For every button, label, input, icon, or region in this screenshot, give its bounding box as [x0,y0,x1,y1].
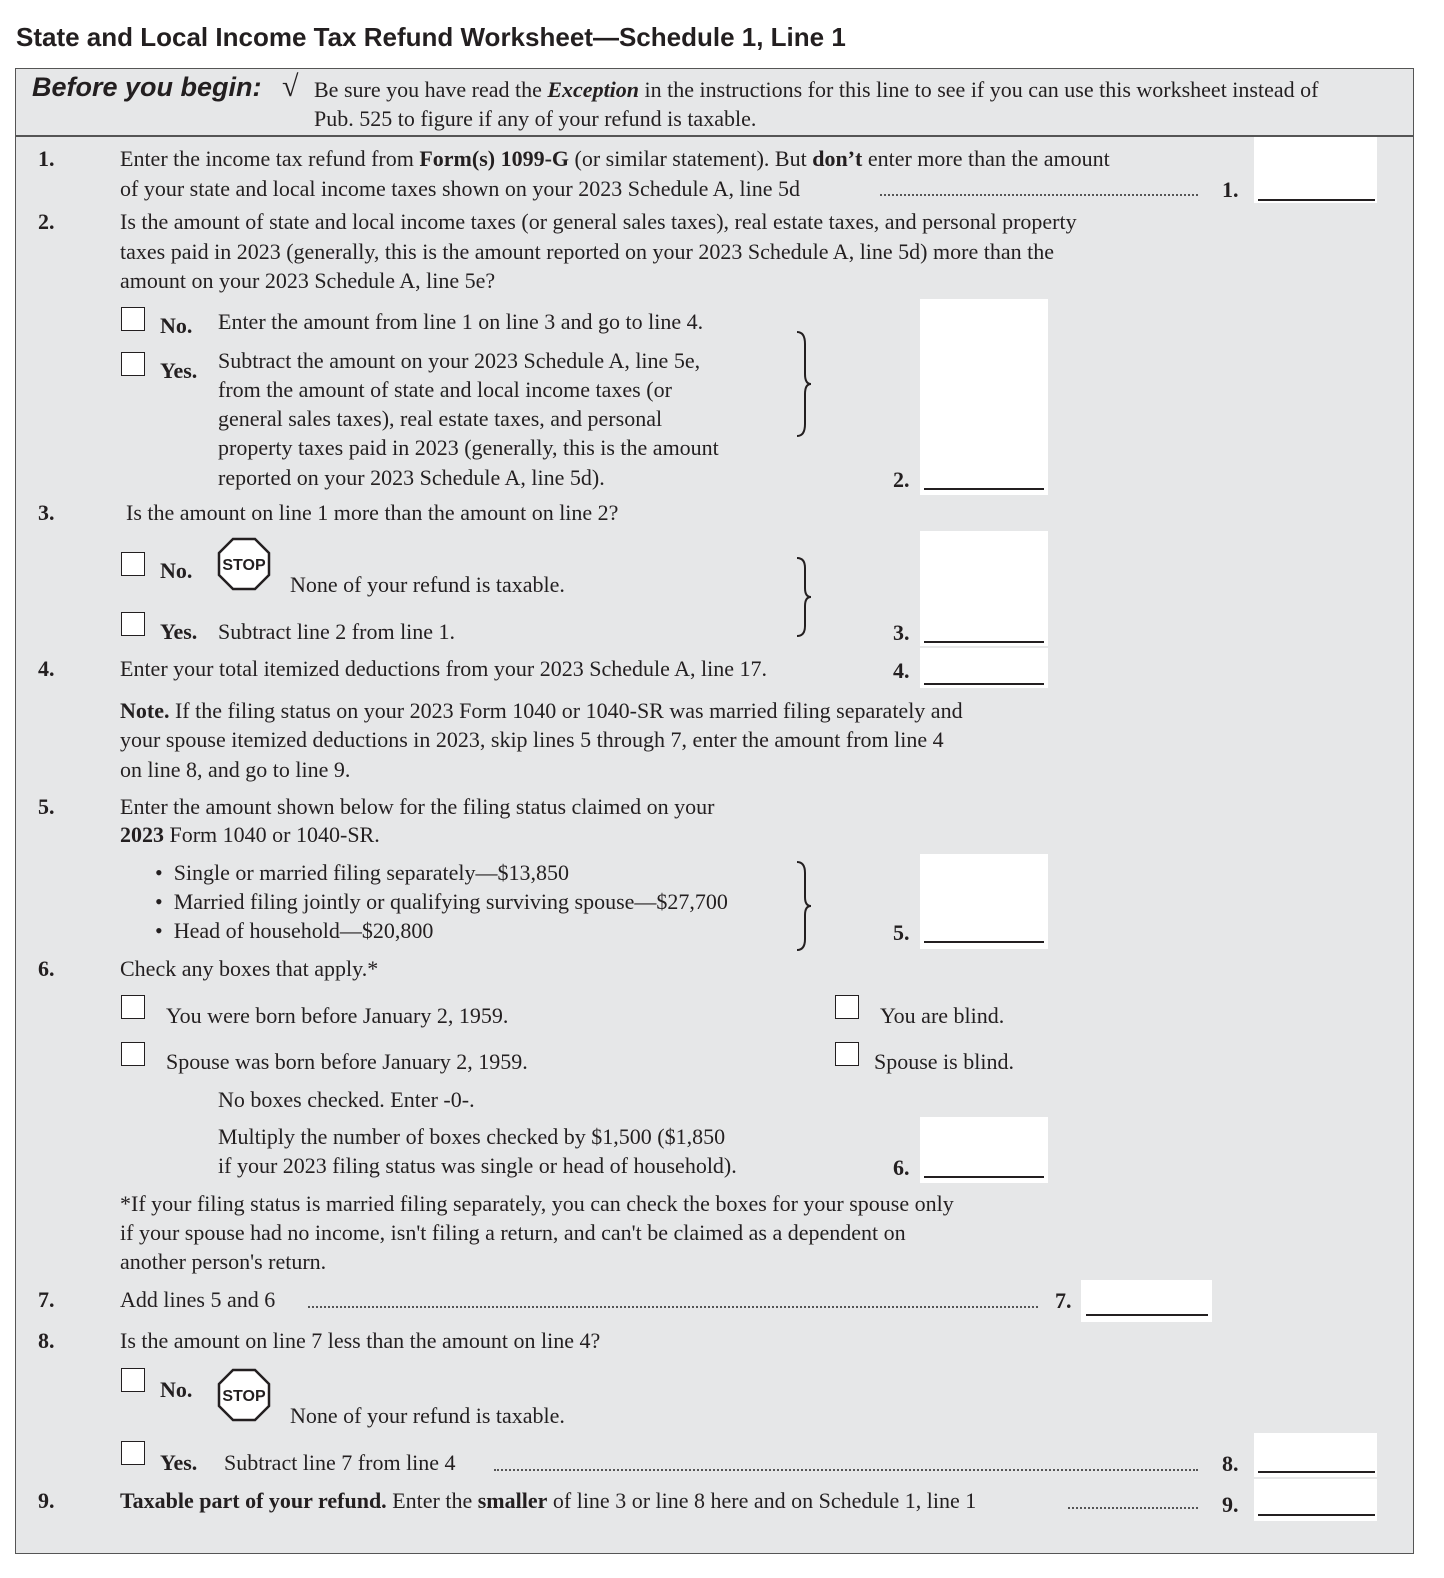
line-5-entry[interactable] [920,854,1048,949]
leader-dots [1068,1507,1198,1509]
line-2-question: amount on your 2023 Schedule A, line 5e? [120,268,496,293]
text: (or similar statement). But [569,146,813,171]
line-8-no-text: None of your refund is taxable. [290,1403,565,1428]
line-8-number: 8. [38,1328,55,1353]
line-2-no-text: Enter the amount from line 1 on line 3 and go to line 4. [218,309,704,334]
line-7-ref: 7. [1055,1288,1072,1313]
line-9-number: 9. [38,1488,55,1513]
line-6-footnote: *If your filing status is married filing separately, you can check the boxes for your spouse only [120,1191,954,1216]
line-2-question: taxes paid in 2023 (generally, this is the amount reported on your 2023 Schedule A, line 5d) more than the [120,239,1054,264]
line-3-yes-text: Subtract line 2 from line 1. [218,619,456,644]
line-1-text [120,146,1110,172]
line-1-ref: 1. [1222,177,1239,202]
bullet-text: Married filing jointly or qualifying surviving spouse—$27,700 [173,889,728,914]
line-3-no-checkbox[interactable] [121,552,145,576]
leader-dots [308,1306,1038,1308]
note-label: Note. [120,698,170,723]
emphasis: smaller [477,1488,548,1513]
before-text-line-2: Pub. 525 to figure if any of your refund is taxable. [314,106,757,131]
line-3-question: Is the amount on line 1 more than the amount on line 2? [126,500,619,525]
line-7-entry[interactable] [1081,1280,1212,1322]
line-6-number: 6. [38,956,55,981]
line-4-entry[interactable] [920,648,1048,688]
line-2-yes-text: from the amount of state and local income taxes (or [218,377,672,402]
before-you-begin-label: Before you begin: [32,72,262,102]
spouse-blind-checkbox[interactable] [835,1042,859,1066]
line-5-text-2 [120,822,380,848]
line-8-yes-label: Yes. [160,1450,198,1475]
line-8-rule [1258,1471,1375,1473]
line-3-rule [924,641,1044,643]
line-2-rule [924,488,1044,490]
line-4-ref: 4. [893,658,910,683]
line-2-no-checkbox[interactable] [121,307,145,331]
line-4-note: on line 8, and go to line 9. [120,757,351,782]
bullet-single: • Single or married filing separately—$13,850 [155,860,569,885]
right-brace-icon [795,556,813,638]
leader-dots [880,194,1198,196]
line-4-rule [924,683,1044,685]
line-3-number: 3. [38,500,55,525]
line-6-sub-text: if your 2023 filing status was single or head of household). [218,1153,737,1178]
line-2-number: 2. [38,209,55,234]
line-1-number: 1. [38,146,55,171]
line-4-text: Enter your total itemized deductions from your 2023 Schedule A, line 17. [120,656,768,681]
line-3-entry[interactable] [920,531,1048,646]
line-2-yes-text: reported on your 2023 Schedule A, line 5d). [218,465,605,490]
right-brace-icon [795,860,813,952]
form-name: Form(s) 1099-G [419,146,570,171]
exception-term: Exception [547,77,640,102]
line-6-text: Check any boxes that apply.* [120,956,379,981]
blind-checkbox[interactable] [835,995,859,1019]
line-2-yes-checkbox[interactable] [121,352,145,376]
line-7-rule [1086,1314,1208,1316]
stop-sign-text: STOP [222,557,266,574]
text: Enter the [386,1488,478,1513]
line-5-rule [924,941,1044,943]
line-6-footnote: if your spouse had no income, isn't filing a return, and can't be claimed as a dependent on [120,1220,906,1245]
before-text-line-1 [314,77,1318,103]
stop-sign-text: STOP [222,1388,266,1405]
line-6-footnote: another person's return. [120,1249,327,1274]
line-2-yes-text: property taxes paid in 2023 (generally, this is the amount [218,435,719,460]
spouse-blind-label: Spouse is blind. [874,1049,1014,1074]
text: of line 3 or line 8 here and on Schedule 1, line 1 [547,1488,977,1513]
taxable-part-label: Taxable part of your refund. [120,1488,387,1513]
line-1-rule [1258,199,1375,201]
line-7-text: Add lines 5 and 6 [120,1287,276,1312]
leader-dots [494,1469,1198,1471]
worksheet-title: State and Local Income Tax Refund Worksheet—Schedule 1, Line 1 [16,22,846,52]
line-3-no-label: No. [160,558,193,583]
born-before-checkbox[interactable] [121,995,145,1019]
line-5-text: Enter the amount shown below for the filing status claimed on your [120,794,715,819]
line-6-sub-text: No boxes checked. Enter -0-. [218,1087,475,1112]
text: Form 1040 or 1040-SR. [164,822,380,847]
spouse-born-before-label: Spouse was born before January 2, 1959. [166,1049,528,1074]
line-9-rule [1258,1514,1375,1516]
line-4-note: your spouse itemized deductions in 2023, skip lines 5 through 7, enter the amount from line 4 [120,727,944,752]
line-2-yes-text: general sales taxes), real estate taxes, and personal [218,406,663,431]
line-6-rule [924,1176,1044,1178]
line-7-number: 7. [38,1287,55,1312]
line-3-ref: 3. [893,620,910,645]
text: enter more than the amount [862,146,1110,171]
line-9-ref: 9. [1222,1492,1239,1517]
line-2-entry[interactable] [920,299,1048,495]
bullet-joint: • Married filing jointly or qualifying surviving spouse—$27,700 [155,889,728,914]
line-8-no-label: No. [160,1377,193,1402]
line-3-no-text: None of your refund is taxable. [290,572,565,597]
born-before-label: You were born before January 2, 1959. [166,1003,509,1028]
year: 2023 [120,822,164,847]
right-brace-icon [795,330,813,438]
line-5-ref: 5. [893,920,910,945]
bullet-text: Head of household—$20,800 [173,918,434,943]
line-8-yes-text: Subtract line 7 from line 4 [224,1450,456,1475]
line-1-text-2: of your state and local income taxes shown on your 2023 Schedule A, line 5d [120,176,801,201]
line-4-note [120,698,963,724]
line-6-sub-text: Multiply the number of boxes checked by $1,500 ($1,850 [218,1124,726,1149]
stop-sign-icon [217,1368,271,1422]
line-9-text [120,1488,976,1514]
stop-sign-icon [217,537,271,591]
line-3-yes-checkbox[interactable] [121,612,145,636]
line-8-no-checkbox[interactable] [121,1368,145,1392]
line-6-ref: 6. [893,1155,910,1180]
line-4-number: 4. [38,656,55,681]
before-text: Be sure you have read the [314,77,548,102]
bullet-hoh: • Head of household—$20,800 [155,918,434,943]
line-2-ref: 2. [893,467,910,492]
checkmark-icon: √ [282,70,299,103]
spouse-born-before-checkbox[interactable] [121,1042,145,1066]
line-2-yes-text: Subtract the amount on your 2023 Schedule A, line 5e, [218,348,701,373]
line-6-entry[interactable] [920,1117,1048,1183]
line-8-ref: 8. [1222,1451,1239,1476]
before-begin-divider [15,135,1414,137]
line-3-yes-label: Yes. [160,619,198,644]
text: Enter the income tax refund from [120,146,420,171]
line-8-question: Is the amount on line 7 less than the amount on line 4? [120,1328,601,1353]
line-5-number: 5. [38,794,55,819]
line-8-yes-checkbox[interactable] [121,1441,145,1465]
note-text: If the filing status on your 2023 Form 1040 or 1040-SR was married filing separately and [169,698,963,723]
line-2-yes-label: Yes. [160,358,198,383]
line-1-entry[interactable] [1254,137,1377,203]
before-text: in the instructions for this line to see if you can use this worksheet instead of [639,77,1319,102]
emphasis: don’t [812,146,863,171]
line-2-question: Is the amount of state and local income taxes (or general sales taxes), real estate taxes, and personal property [120,209,1077,234]
line-2-no-label: No. [160,313,193,338]
blind-label: You are blind. [880,1003,1005,1028]
bullet-text: Single or married filing separately—$13,850 [173,860,569,885]
